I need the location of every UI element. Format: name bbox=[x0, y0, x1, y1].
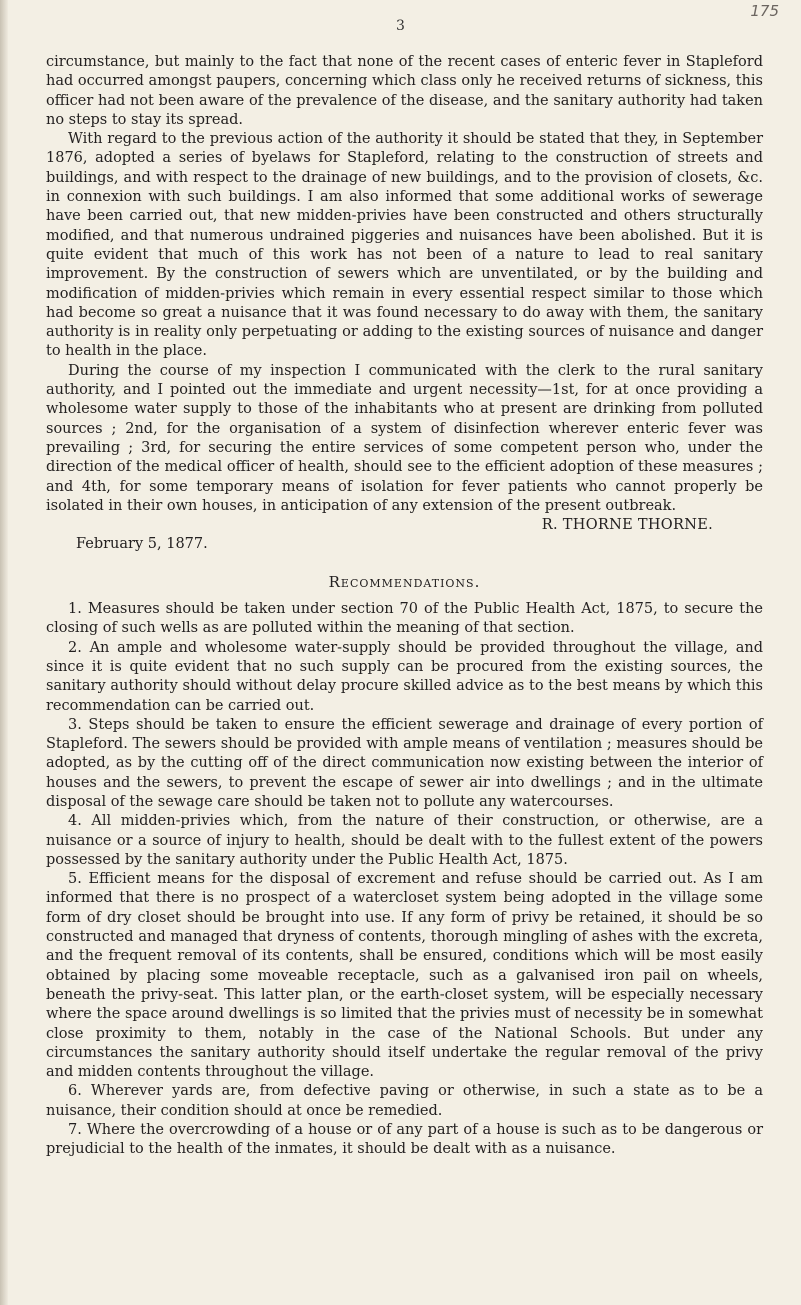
report-paragraph: During the course of my inspection I communicated with the clerk to the rural sanitary authority, and I pointed out the immediate and urgent necessity—1st, for at once providing a wholesome water supply to those of the inhabitants who at present are drinking from polluted sources ; 2nd, for the organisation of a system of disinfection wherever enteric fever was prevailing ; 3rd, for securing the entire services of some competent person who, under the direction of the medical officer of health, should see to the efficient adoption of these measures ; and 4th, for some temporary means of isolation for fever patients who cannot properly be isolated in their own houses, in anticipation of any extension of the present outbreak. bbox=[46, 362, 763, 514]
recommendation-item: 2. An ample and wholesome water-supply should be provided throughout the village, and since it is quite evident that no such supply can be procured from the existing sources, the sanitary authority should without delay procure skilled advice as to the best means by which this recommendation can be carried out. bbox=[46, 639, 763, 714]
page-number: 3 bbox=[396, 18, 405, 34]
page-gutter-shadow bbox=[0, 0, 8, 1305]
report-paragraph: With regard to the previous action of the authority it should be stated that they, in September 1876, adopted a series of byelaws for Stapleford, relating to the construction of streets and buildings, and with respect to the drainage of new buildings, and to the provision of closets, &c. in connexion with such buildings. I am also informed that some additional works of sewerage have been carried out, that new midden-privies have been constructed and others structurally modified, and that numerous undrained piggeries and nuisances have been abolished. But it is quite evident that much of this work has not been of a nature to lead to real sanitary improvement. By the construction of sewers which are unventilated, or by the building and modification of midden-privies which remain in every essential respect similar to those which had become so great a nuisance that it was found necessary to do away with them, the sanitary authority is in reality only perpetuating or adding to the existing sources of nuisance and danger to health in the place. bbox=[46, 131, 763, 360]
recommendations-heading: Recommendations. bbox=[328, 572, 481, 591]
body-text bbox=[46, 53, 763, 1160]
recommendation-item: 3. Steps should be taken to ensure the efficient sewerage and drainage of every portion of Stapleford. The sewers should be provided with ample means of ventilation ; measures should be adopted, as by the cutting off of the direct communication now existing between the interior of houses and the sewers, to prevent the escape of sewer air into dwellings ; and in the ultimate disposal of the sewage care should be taken not to pollute any watercourses. bbox=[46, 716, 763, 810]
report-paragraph: circumstance, but mainly to the fact that none of the recent cases of enteric fever in Stapleford had occurred amongst paupers, concerning which class only he received returns of sickness, this officer had not been aware of the prevalence of the disease, and the sanitary authority had taken no steps to stay its spread. bbox=[46, 54, 763, 128]
handwritten-folio-number: 175 bbox=[750, 2, 779, 20]
recommendation-item: 5. Efficient means for the disposal of excrement and refuse should be carried out. As I am informed that there is no prospect of a watercloset system being adopted in the village some form of dry closet should be brought into use. If any form of privy be retained, it should be so constructed and managed that dryness of contents, thorough mingling of ashes with the excreta, and the frequent removal of its contents, shall be ensured, conditions which will be most easily obtained by placing some moveable receptacle, such as a galvanised iron pail on wheels, beneath the privy-seat. This latter plan, or the earth-closet system, will be especially necessary where the space around dwellings is so limited that the privies must of necessity be in somewhat close proximity to them, notably in the case of the National Schools. But under any circumstances the sanitary authority should itself undertake the regular removal of the privy and midden contents throughout the village. bbox=[46, 871, 763, 1081]
report-date: February 5, 1877. bbox=[76, 536, 208, 553]
recommendation-item: 4. All midden-privies which, from the nature of their construction, or otherwise, are a nuisance or a source of injury to health, should be dealt with to the fullest extent of the powers possessed by the sanitary authority under the Public Health Act, 1875. bbox=[46, 813, 763, 868]
recommendation-item: 1. Measures should be taken under section 70 of the Public Health Act, 1875, to secure the closing of such wells as are polluted within the meaning of that section. bbox=[46, 601, 763, 637]
recommendation-item: 6. Wherever yards are, from defective paving or otherwise, in such a state as to be a nuisance, their condition should at once be remedied. bbox=[46, 1083, 763, 1119]
recommendation-item: 7. Where the overcrowding of a house or of any part of a house is such as to be dangerous or prejudicial to the health of the inmates, it should be dealt with as a nuisance. bbox=[46, 1122, 763, 1158]
signature: R. THORNE THORNE. bbox=[541, 517, 713, 534]
